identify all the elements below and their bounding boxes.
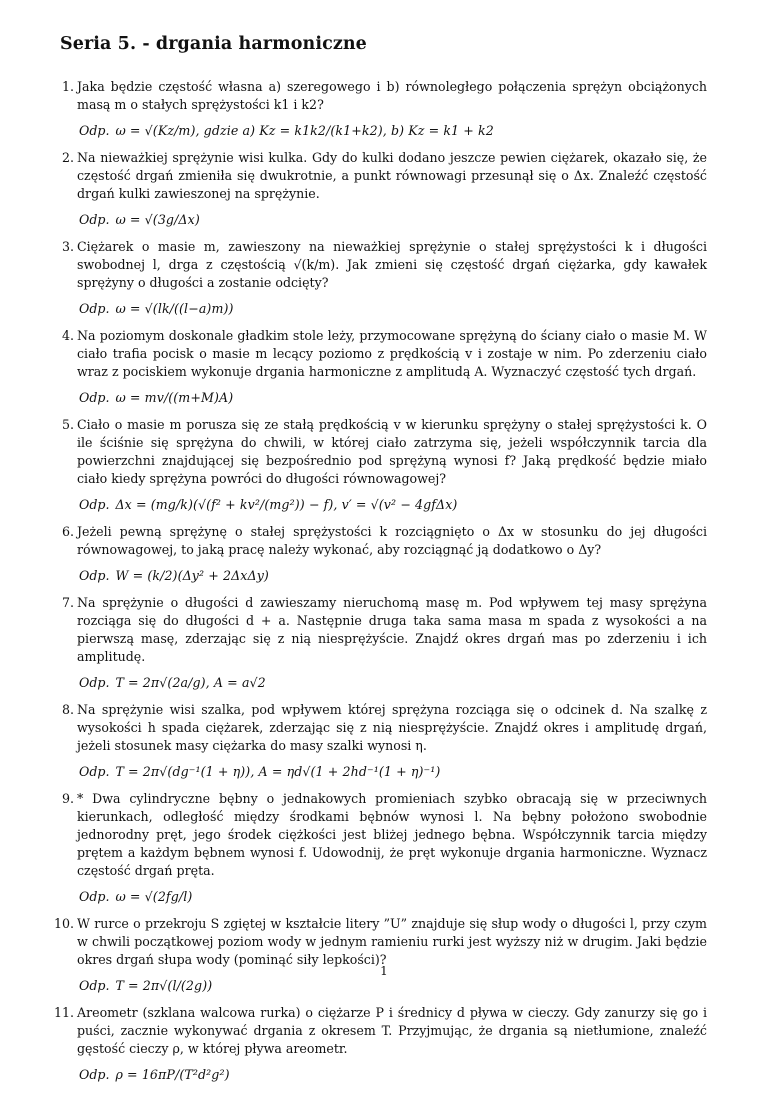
problem-text: Areometr (szklana walcowa rurka) o ciężarze P i średnicy d pływa w cieczy. Gdy zanurzy się go i puści, zacznie wykonywać drgania z okresem T. Przyjmując, że drgania są nietłumione, znaleźć gęstość cieczy ρ, w której pływa areometr. xyxy=(77,1005,707,1056)
problem-text: Na sprężynie o długości d zawieszamy nieruchomą masę m. Pod wpływem tej masy sprężyna rozciąga się do długości d + a. Następnie druga taka sama masa m spada z wysokości a na pierwszą masę, zderzając się z nią niesprężyście. Znajdź okres drgań mas po zderzeniu i ich amplitudę. xyxy=(77,595,707,664)
problem-text: Na poziomym doskonale gładkim stole leży, przymocowane sprężyną do ściany ciało o masie M. W ciało trafia pocisk o masie m lecący poziomo z prędkością v i zostaje w nim. Po zderzeniu ciało wraz z pociskiem wykonuje drgania harmoniczne z amplitudą A. Wyznaczyć częstość tych drgań. xyxy=(77,328,707,379)
answer-line xyxy=(77,565,707,587)
answer-label: Odp. xyxy=(79,675,110,690)
problem-item xyxy=(61,78,707,142)
answer-label: Odp. xyxy=(79,212,110,227)
answer-label: Odp. xyxy=(79,889,110,904)
problem-item xyxy=(61,416,707,516)
problem-text: Ciało o masie m porusza się ze stałą prędkością v w kierunku sprężyny o stałej sprężystości k. O ile ściśnie się sprężyna do chwili, w której ciało zatrzyma się, jeżeli współczynnik tarcia dla powierzchni znajdującej się bezpośrednio pod sprężyną wynosi f? Jaką prędkość będzie miało ciało kiedy sprężyna powróci do długości równowagowej? xyxy=(77,417,707,486)
answer-formula: Δx = (mg/k)(√(f² + kv²/(mg²)) − f), v′ = √(v² − 4gfΔx) xyxy=(115,497,458,512)
answer-label: Odp. xyxy=(79,978,110,993)
answer-formula: ρ = 16πP/(T²d²g²) xyxy=(115,1067,230,1082)
answer-label: Odp. xyxy=(79,497,110,512)
answer-label: Odp. xyxy=(79,568,110,583)
problem-text: Ciężarek o masie m, zawieszony na nieważkiej sprężynie o stałej sprężystości k i długości swobodnej l, drga z częstością √(k/m). Jak zmieni się częstość drgań ciężarka, gdy kawałek sprężyny o długości a zostanie odcięty? xyxy=(77,239,707,290)
problem-item xyxy=(61,701,707,783)
problem-item xyxy=(61,594,707,694)
answer-line xyxy=(77,886,707,908)
answer-line xyxy=(77,387,707,409)
problem-number: 7. xyxy=(61,595,74,610)
answer-line xyxy=(77,494,707,516)
problem-text: Na nieważkiej sprężynie wisi kulka. Gdy do kulki dodano jeszcze pewien ciężarek, okazało się, że częstość drgań zmieniła się dwukrotnie, a punkt równowagi przesunął się o Δx. Znaleźć częstość drgań kulki zawieszonej na sprężynie. xyxy=(77,150,707,201)
page-title: Seria 5. - drgania harmoniczne xyxy=(60,34,367,54)
answer-line xyxy=(77,120,707,142)
answer-label: Odp. xyxy=(79,123,110,138)
answer-formula: T = 2π√(dg⁻¹(1 + η)), A = ηd√(1 + 2hd⁻¹(1 + η)⁻¹) xyxy=(115,764,441,779)
problem-text: Na sprężynie wisi szalka, pod wpływem której sprężyna rozciąga się o odcinek d. Na szalkę z wysokości h spada ciężarek, zderzając się z nią niesprężyście. Znajdź okres i amplitudę drgań, jeżeli stosunek masy ciężarka do masy szalki wynosi η. xyxy=(77,702,707,753)
problem-item xyxy=(61,327,707,409)
answer-formula: ω = √(lk/((l−a)m)) xyxy=(115,301,234,316)
answer-formula: ω = √(Kz/m), gdzie a) Kz = k1k2/(k1+k2), b) Kz = k1 + k2 xyxy=(115,123,494,138)
problem-text: * Dwa cylindryczne bębny o jednakowych promieniach szybko obracają się w przeciwnych kierunkach, odległość między środkami bębnów wynosi l. Na bębny położono swobodnie jednorodny pręt, jego środek ciężkości jest bliżej jednego bębna. Współczynnik tarcia między prętem a każdym bębnem wynosi f. Udowodnij, że pręt wykonuje drgania harmoniczne. Wyznacz częstość drgań pręta. xyxy=(77,791,707,878)
answer-formula: T = 2π√(2a/g), A = a√2 xyxy=(115,675,266,690)
answer-line xyxy=(77,1064,707,1086)
problem-text: W rurce o przekroju S zgiętej w kształcie litery ”U” znajduje się słup wody o długości l, przy czym w chwili początkowej poziom wody w jednym ramieniu rurki jest wyższy niż w drugim. Jaki będzie okres drgań słupa wody (pominąć siły lepkości)? xyxy=(77,916,707,967)
answer-formula: ω = √(3g/Δx) xyxy=(115,212,200,227)
problem-number: 6. xyxy=(61,524,74,539)
problem-item xyxy=(54,915,707,997)
problem-number: 3. xyxy=(61,239,74,254)
problem-item xyxy=(61,149,707,231)
problem-number: 2. xyxy=(61,150,74,165)
problem-list xyxy=(54,78,707,1093)
answer-line xyxy=(77,761,707,783)
answer-label: Odp. xyxy=(79,301,110,316)
problem-text: Jeżeli pewną sprężynę o stałej sprężystości k rozciągnięto o Δx w stosunku do jej długości równowagowej, to jaką pracę należy wykonać, aby rozciągnąć ją dodatkowo o Δy? xyxy=(77,524,707,557)
problem-number: 8. xyxy=(61,702,74,717)
problem-item xyxy=(61,238,707,320)
answer-label: Odp. xyxy=(79,390,110,405)
answer-label: Odp. xyxy=(79,1067,110,1082)
answer-formula: T = 2π√(l/(2g)) xyxy=(115,978,213,993)
answer-line xyxy=(77,209,707,231)
problem-number: 5. xyxy=(61,417,74,432)
problem-number: 4. xyxy=(61,328,74,343)
problem-item xyxy=(54,1004,707,1086)
answer-label: Odp. xyxy=(79,764,110,779)
page-number: 1 xyxy=(380,964,388,978)
problem-text: Jaka będzie częstość własna a) szeregowego i b) równoległego połączenia sprężyn obciążonych masą m o stałych sprężystości k1 i k2? xyxy=(77,79,707,112)
answer-line xyxy=(77,672,707,694)
problem-number: 9. xyxy=(61,791,74,806)
answer-formula: ω = mv/((m+M)A) xyxy=(115,390,234,405)
answer-formula: W = (k/2)(Δy² + 2ΔxΔy) xyxy=(115,568,269,583)
answer-line xyxy=(77,298,707,320)
problem-number: 1. xyxy=(61,79,74,94)
answer-formula: ω = √(2fg/l) xyxy=(115,889,193,904)
problem-item xyxy=(61,790,707,908)
problem-item xyxy=(61,523,707,587)
problem-number: 11. xyxy=(54,1005,75,1020)
problem-number: 10. xyxy=(54,916,75,931)
